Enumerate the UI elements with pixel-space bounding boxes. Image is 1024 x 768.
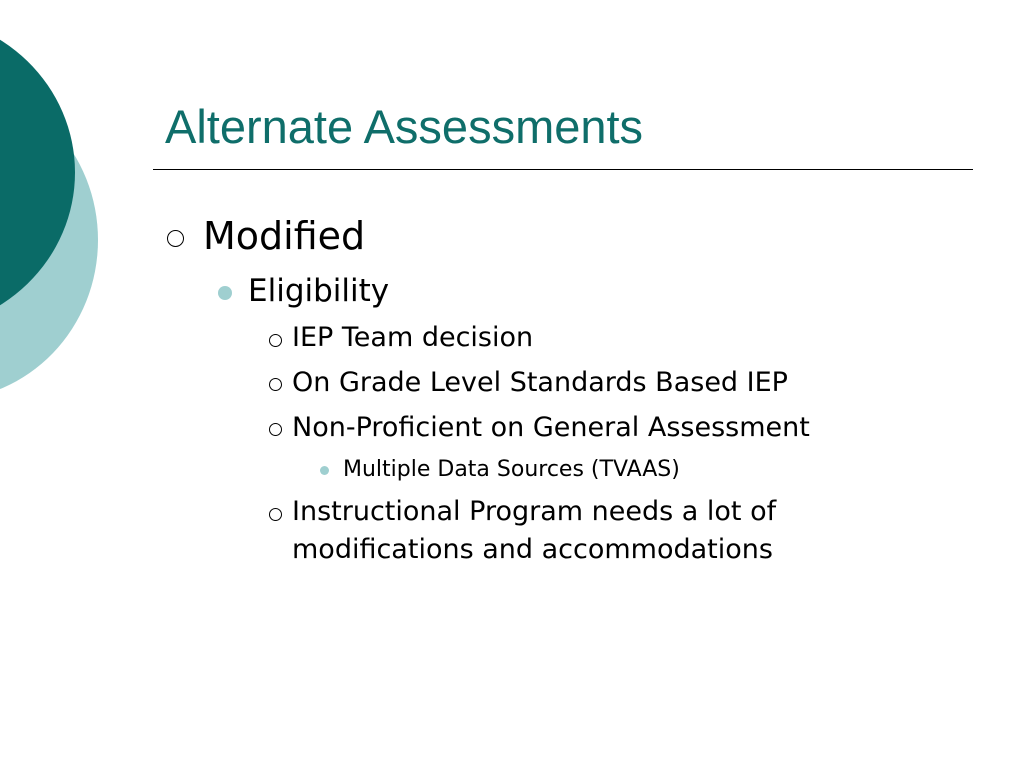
ring-bullet-icon [269, 334, 282, 347]
bullet-text-modified: Modified [203, 214, 366, 258]
ring-bullet-icon [269, 378, 282, 391]
bullet-text-grade-level: On Grade Level Standards Based IEP [292, 367, 788, 398]
slide-title: Alternate Assessments [165, 100, 644, 153]
bullet-text-non-proficient: Non-Proficient on General Assessment [292, 412, 810, 443]
ring-bullet-icon [167, 230, 184, 247]
bullet-text-instructional-line1: Instructional Program needs a lot of [292, 496, 777, 527]
bullet-text-instructional-line2: modifications and accommodations [292, 534, 773, 565]
bullet-text-eligibility: Eligibility [248, 273, 390, 309]
bullet-text-iep-team: IEP Team decision [292, 322, 534, 353]
dot-bullet-icon [320, 466, 329, 475]
dot-bullet-icon [218, 286, 232, 300]
ring-bullet-icon [269, 423, 282, 436]
ring-bullet-icon [269, 508, 282, 521]
bullet-text-data-sources: Multiple Data Sources (TVAAS) [343, 457, 680, 482]
